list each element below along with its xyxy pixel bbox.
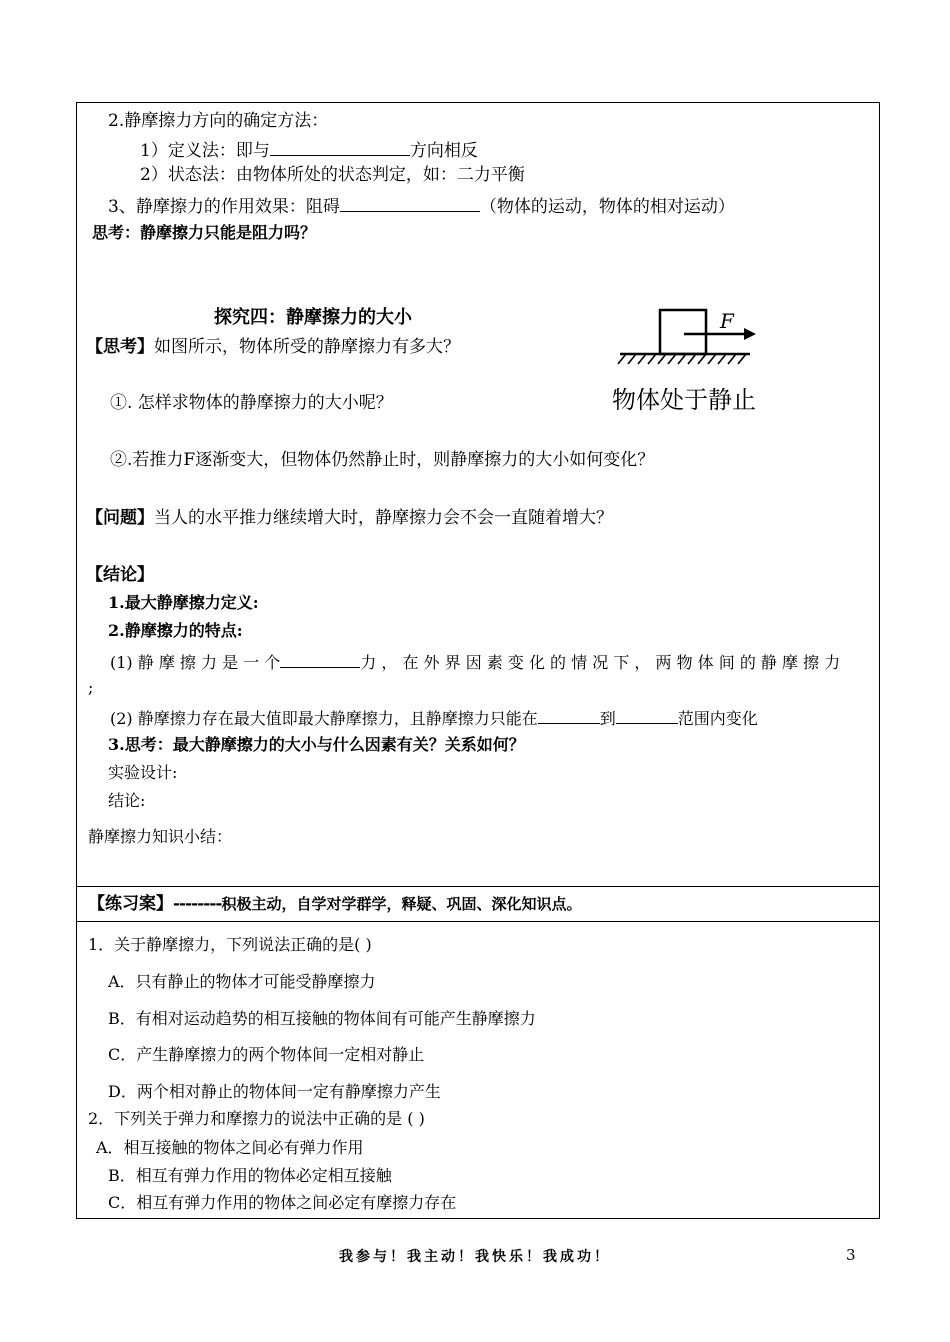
answer-blank[interactable] — [616, 705, 678, 724]
practice-text: 积极主动，自学对学群学，释疑、巩固、深化知识点。 — [221, 895, 582, 913]
conclusion-4-label: (2) 静摩擦力存在最大值即最大静摩擦力，且静摩擦力只能在 — [110, 709, 538, 728]
footer-slogan: 我参与！我主动！我快乐！我成功！ — [339, 1249, 611, 1265]
definition-method-suffix: 方向相反 — [409, 141, 478, 161]
conclusion-2: 2.静摩擦力的特点: — [108, 621, 243, 640]
exercise-1-option-a[interactable]: A．只有静止的物体才可能受静摩擦力 — [108, 972, 376, 991]
conclusion-5: 3.思考：最大静摩擦力的大小与什么因素有关？关系如何？ — [108, 735, 525, 754]
answer-blank[interactable] — [538, 705, 600, 724]
conclusion-3-label: (1) 静 摩 擦 力 是 一 个 — [110, 653, 281, 672]
problem-text: 当人的水平推力继续增大时，静摩擦力会不会一直随着增大？ — [154, 508, 613, 528]
practice-tag: 【练习案】 — [88, 894, 173, 914]
section-title: 探究四：静摩擦力的大小 — [214, 307, 412, 328]
conclusion-3-end: ; — [88, 678, 94, 697]
definition-method — [140, 137, 478, 162]
exercise-2-option-a[interactable]: A．相互接触的物体之间必有弹力作用 — [96, 1138, 364, 1157]
question-2: ②.若推力F逐渐变大，但物体仍然静止时，则静摩擦力的大小如何变化？ — [110, 450, 655, 470]
force-label: F — [720, 309, 734, 333]
exercise-2: 2．下列关于弹力和摩擦力的说法中正确的是 ( ) — [88, 1109, 425, 1128]
experiment-conclusion: 结论: — [108, 791, 146, 810]
figure-caption: 物体处于静止 — [612, 386, 756, 414]
exercise-2-option-c[interactable]: C．相互有弹力作用的物体之间必定有摩擦力存在 — [108, 1193, 457, 1212]
question-1: ①. 怎样求物体的静摩擦力的大小呢？ — [110, 393, 393, 413]
conclusion-1: 1.最大静摩擦力定义: — [108, 593, 259, 612]
exercise-1-option-c[interactable]: C．产生静摩擦力的两个物体间一定相对静止 — [108, 1045, 425, 1064]
content-box — [76, 102, 880, 887]
effect-options: （物体的运动，物体的相对运动） — [479, 197, 735, 217]
answer-blank[interactable] — [280, 649, 360, 668]
problem-tag: 【问题】 — [86, 508, 154, 528]
static-block-figure — [600, 290, 775, 430]
practice-header — [88, 893, 581, 915]
problem-line — [86, 507, 613, 529]
conclusion-3 — [110, 649, 840, 674]
method-heading: 2.静摩擦力方向的确定方法： — [108, 111, 329, 131]
exercise-2-option-b[interactable]: B．相互有弹力作用的物体必定相互接触 — [108, 1166, 392, 1185]
conclusion-4-range: 范围内变化 — [677, 709, 758, 728]
page-number: 3 — [846, 1246, 856, 1264]
knowledge-summary: 静摩擦力知识小结： — [88, 827, 233, 846]
think-tag: 【思考】 — [86, 337, 154, 357]
experiment-design: 实验设计: — [108, 763, 178, 782]
block-diagram — [600, 290, 775, 430]
exercise-1: 1．关于静摩擦力，下列说法正确的是( ) — [88, 935, 372, 954]
think-question: 思考：静摩擦力只能是阻力吗？ — [92, 223, 317, 242]
answer-blank[interactable] — [340, 193, 480, 212]
think-line — [86, 336, 460, 358]
conclusion-tag: 【结论】 — [86, 565, 154, 585]
conclusion-4-to: 到 — [599, 709, 616, 728]
conclusion-3-text: 力 ， 在 外 界 因 素 变 化 的 情 况 下 ， 两 物 体 间 的 静 摩 擦 力 — [360, 653, 841, 672]
exercise-1-option-d[interactable]: D．两个相对静止的物体间一定有静摩擦力产生 — [108, 1082, 441, 1101]
effect-label: 3、静摩擦力的作用效果：阻碍 — [108, 197, 340, 217]
effect-line — [108, 193, 735, 218]
practice-dashes: -------- — [173, 894, 222, 914]
exercise-1-option-b[interactable]: B．有相对运动趋势的相互接触的物体间有可能产生静摩擦力 — [108, 1009, 536, 1028]
conclusion-4 — [110, 705, 758, 730]
definition-method-label: 1）定义法：即与 — [140, 141, 270, 161]
state-method: 2）状态法：由物体所处的状态判定，如：二力平衡 — [140, 165, 525, 185]
answer-blank[interactable] — [270, 137, 410, 156]
think-text: 如图所示，物体所受的静摩擦力有多大？ — [154, 337, 460, 357]
